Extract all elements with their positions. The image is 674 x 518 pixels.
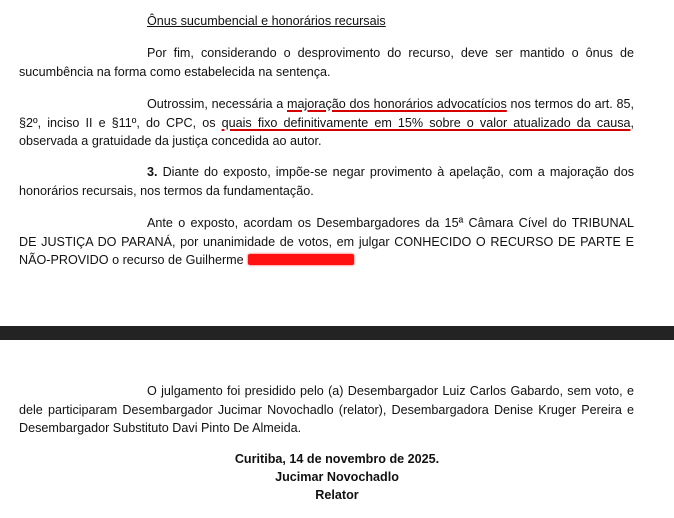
paragraph-text: nos termos do art. 85, §2º, inciso II e §11º, do CPC, os [19, 97, 634, 130]
document-page-lower [0, 342, 674, 518]
paragraph-text: , observada a gratuidade da justiça concedida ao autor. [19, 115, 634, 148]
paragraph-dispositivo [19, 163, 634, 200]
section-heading: Ônus sucumbencial e honorários recursais [147, 14, 386, 28]
paragraph-text: Ante o exposto, acordam os Desembargadores da 15ª Câmara Cível do TRIBUNAL DE JUSTIÇA DO PARANÁ, por unanimidade de votos, em julgar CONHECIDO O RECURSO DE PARTE E NÃO-PROVIDO o recurso de Guilherme [19, 216, 634, 267]
highlighted-phrase-majoracao: majoração dos honorários advocatícios [287, 97, 507, 111]
paragraph-honorarios [19, 95, 634, 151]
signature-name: Jucimar Novochadlo [275, 470, 399, 484]
paragraph-text: O julgamento foi presidido pelo (a) Desembargador Luiz Carlos Gabardo, sem voto, e dele participaram Desembargador Jucimar Novochadlo (relator), Desembargadora Denise Kruger Pereira e Desembargador Substituto Davi Pinto De Almeida. [19, 384, 634, 435]
paragraph-text: Diante do exposto, impõe-se negar provimento à apelação, com a majoração dos honorários recursais, nos termos da fundamentação. [19, 165, 634, 198]
paragraph-acordao [19, 214, 634, 270]
highlighted-phrase-fixacao: quais fixo definitivamente em 15% sobre o valor atualizado da causa [221, 115, 631, 130]
signature-place-date: Curitiba, 14 de novembro de 2025. [234, 452, 440, 466]
paragraph-sucumbencia [19, 44, 634, 81]
signature-role: Relator [315, 488, 359, 502]
paragraph-text: Por fim, considerando o desprovimento do recurso, deve ser mantido o ônus de sucumbência na forma como estabelecida na sentença. [19, 46, 634, 79]
paragraph-julgamento [19, 382, 634, 438]
paragraph-text: Outrossim, necessária a [147, 97, 287, 111]
redacted-name-block [248, 254, 354, 265]
paragraph-number: 3. [147, 165, 158, 179]
page-divider [0, 326, 674, 340]
